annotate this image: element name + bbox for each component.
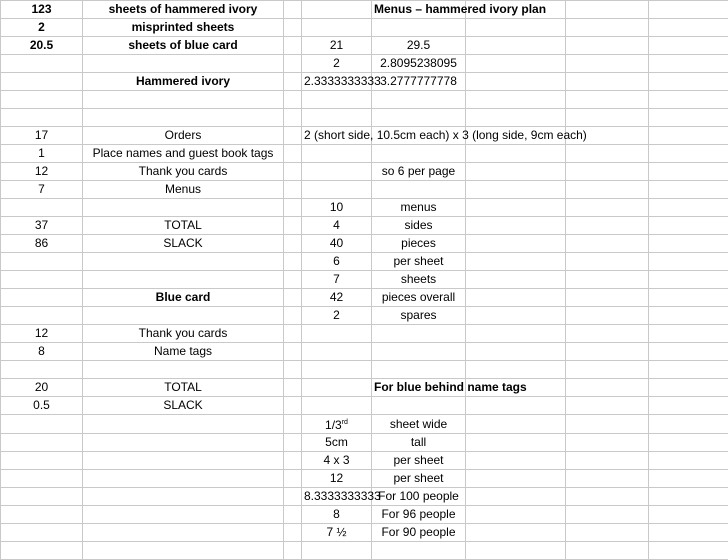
cell-b11[interactable]: Menus (83, 181, 284, 199)
cell-a12[interactable] (1, 199, 83, 217)
cell-c31[interactable] (284, 542, 302, 560)
table-row[interactable] (1, 325, 728, 343)
cell-a27[interactable] (1, 470, 83, 488)
cell-a18[interactable] (1, 307, 83, 325)
cell-g11[interactable] (566, 181, 649, 199)
cell-b9[interactable]: Place names and guest book tags (83, 145, 284, 163)
cell-b21[interactable] (83, 361, 284, 379)
cell-b10[interactable]: Thank you cards (83, 163, 284, 181)
cell-g14[interactable] (566, 235, 649, 253)
cell-a28[interactable] (1, 488, 83, 506)
cell-c8[interactable] (284, 127, 302, 145)
cell-f9[interactable] (466, 145, 566, 163)
cell-b30[interactable] (83, 524, 284, 542)
cell-e2[interactable] (372, 19, 466, 37)
table-row[interactable] (1, 271, 728, 289)
cell-b14[interactable]: SLACK (83, 235, 284, 253)
cell-b3[interactable]: sheets of blue card (83, 37, 284, 55)
cell-f28[interactable] (466, 488, 566, 506)
cell-h1[interactable] (649, 1, 728, 19)
cell-g25[interactable] (566, 434, 649, 452)
cell-e27[interactable]: per sheet (372, 470, 466, 488)
cell-b18[interactable] (83, 307, 284, 325)
cell-d13[interactable]: 4 (302, 217, 372, 235)
cell-c26[interactable] (284, 452, 302, 470)
cell-h13[interactable] (649, 217, 728, 235)
cell-h26[interactable] (649, 452, 728, 470)
cell-g19[interactable] (566, 325, 649, 343)
cell-c16[interactable] (284, 271, 302, 289)
cell-d22[interactable] (302, 379, 372, 397)
table-row[interactable] (1, 145, 728, 163)
cell-c1[interactable] (284, 1, 302, 19)
cell-c17[interactable] (284, 289, 302, 307)
ordinal-suffix: rd (342, 419, 348, 426)
cell-f25[interactable] (466, 434, 566, 452)
cell-h11[interactable] (649, 181, 728, 199)
cell-d15[interactable]: 6 (302, 253, 372, 271)
cell-e4[interactable]: 2.8095238095 (372, 55, 466, 73)
cell-g15[interactable] (566, 253, 649, 271)
cell-g20[interactable] (566, 343, 649, 361)
cell-g21[interactable] (566, 361, 649, 379)
table-row[interactable] (1, 199, 728, 217)
cell-b23[interactable]: SLACK (83, 397, 284, 415)
cell-a4[interactable] (1, 55, 83, 73)
cell-f30[interactable] (466, 524, 566, 542)
table-row[interactable] (1, 1, 728, 19)
cell-f17[interactable] (466, 289, 566, 307)
cell-d4[interactable]: 2 (302, 55, 372, 73)
cell-g9[interactable] (566, 145, 649, 163)
cell-g24[interactable] (566, 415, 649, 434)
cell-d2[interactable] (302, 19, 372, 37)
cell-b5[interactable]: Hammered ivory (83, 73, 284, 91)
cell-b13[interactable]: TOTAL (83, 217, 284, 235)
cell-h20[interactable] (649, 343, 728, 361)
cell-c7[interactable] (284, 109, 302, 127)
cell-a9[interactable]: 1 (1, 145, 83, 163)
table-row[interactable] (1, 235, 728, 253)
cell-h5[interactable] (649, 73, 728, 91)
cell-e11[interactable] (372, 181, 466, 199)
table-row[interactable] (1, 361, 728, 379)
cell-d14[interactable]: 40 (302, 235, 372, 253)
table-row[interactable] (1, 127, 728, 145)
table-row[interactable] (1, 163, 728, 181)
cell-a31[interactable] (1, 542, 83, 560)
cell-c11[interactable] (284, 181, 302, 199)
cell-c29[interactable] (284, 506, 302, 524)
cell-c13[interactable] (284, 217, 302, 235)
cell-e17[interactable]: pieces overall (372, 289, 466, 307)
cell-c6[interactable] (284, 91, 302, 109)
cell-h6[interactable] (649, 91, 728, 109)
cell-b26[interactable] (83, 452, 284, 470)
cell-e30[interactable]: For 90 people (372, 524, 466, 542)
cell-a23[interactable]: 0.5 (1, 397, 83, 415)
cell-d26[interactable]: 4 x 3 (302, 452, 372, 470)
cell-a22[interactable]: 20 (1, 379, 83, 397)
cell-c2[interactable] (284, 19, 302, 37)
cell-f21[interactable] (466, 361, 566, 379)
table-row[interactable] (1, 397, 728, 415)
cell-h18[interactable] (649, 307, 728, 325)
cell-a2[interactable]: 2 (1, 19, 83, 37)
cell-h4[interactable] (649, 55, 728, 73)
cell-b20[interactable]: Name tags (83, 343, 284, 361)
table-row[interactable] (1, 37, 728, 55)
cell-d21[interactable] (302, 361, 372, 379)
cell-e6[interactable] (372, 91, 466, 109)
cell-d29[interactable]: 8 (302, 506, 372, 524)
cell-h2[interactable] (649, 19, 728, 37)
cell-g10[interactable] (566, 163, 649, 181)
cell-h28[interactable] (649, 488, 728, 506)
cell-d6[interactable] (302, 91, 372, 109)
cell-e9[interactable] (372, 145, 466, 163)
cell-b19[interactable]: Thank you cards (83, 325, 284, 343)
cell-f11[interactable] (466, 181, 566, 199)
cell-f24[interactable] (466, 415, 566, 434)
cell-e31[interactable] (372, 542, 466, 560)
cell-d16[interactable]: 7 (302, 271, 372, 289)
cell-c4[interactable] (284, 55, 302, 73)
cell-g16[interactable] (566, 271, 649, 289)
cell-a6[interactable] (1, 91, 83, 109)
cell-e23[interactable] (372, 397, 466, 415)
cell-c18[interactable] (284, 307, 302, 325)
cell-g27[interactable] (566, 470, 649, 488)
cell-b31[interactable] (83, 542, 284, 560)
cell-g5[interactable] (566, 73, 649, 91)
cell-b27[interactable] (83, 470, 284, 488)
cell-c15[interactable] (284, 253, 302, 271)
cell-f15[interactable] (466, 253, 566, 271)
cell-e3[interactable]: 29.5 (372, 37, 466, 55)
cell-g28[interactable] (566, 488, 649, 506)
cell-d17[interactable]: 42 (302, 289, 372, 307)
cell-h15[interactable] (649, 253, 728, 271)
table-row[interactable] (1, 73, 728, 91)
cell-d3[interactable]: 21 (302, 37, 372, 55)
cell-f2[interactable] (466, 19, 566, 37)
table-row[interactable] (1, 217, 728, 235)
cell-h7[interactable] (649, 109, 728, 127)
cell-f27[interactable] (466, 470, 566, 488)
cell-f10[interactable] (466, 163, 566, 181)
cell-e14[interactable]: pieces (372, 235, 466, 253)
cell-h23[interactable] (649, 397, 728, 415)
cell-e21[interactable] (372, 361, 466, 379)
cell-e1[interactable] (372, 1, 466, 19)
cell-g17[interactable] (566, 289, 649, 307)
cell-a24[interactable] (1, 415, 83, 434)
cell-g18[interactable] (566, 307, 649, 325)
cell-c30[interactable] (284, 524, 302, 542)
cell-e16[interactable]: sheets (372, 271, 466, 289)
cell-f5[interactable] (466, 73, 566, 91)
cell-c14[interactable] (284, 235, 302, 253)
cell-c5[interactable] (284, 73, 302, 91)
cell-h29[interactable] (649, 506, 728, 524)
cell-b6[interactable] (83, 91, 284, 109)
cell-f7[interactable] (466, 109, 566, 127)
cell-h10[interactable] (649, 163, 728, 181)
table-row[interactable] (1, 470, 728, 488)
cell-h12[interactable] (649, 199, 728, 217)
cell-e20[interactable] (372, 343, 466, 361)
cell-f26[interactable] (466, 452, 566, 470)
cell-d8[interactable] (302, 127, 372, 145)
cell-b17[interactable]: Blue card (83, 289, 284, 307)
cell-b25[interactable] (83, 434, 284, 452)
cell-f23[interactable] (466, 397, 566, 415)
cell-g23[interactable] (566, 397, 649, 415)
cell-e10[interactable]: so 6 per page (372, 163, 466, 181)
cell-c23[interactable] (284, 397, 302, 415)
cell-g6[interactable] (566, 91, 649, 109)
cell-g12[interactable] (566, 199, 649, 217)
cell-c12[interactable] (284, 199, 302, 217)
cell-h22[interactable] (649, 379, 728, 397)
table-row[interactable] (1, 181, 728, 199)
cell-e13[interactable]: sides (372, 217, 466, 235)
cell-a15[interactable] (1, 253, 83, 271)
cell-a3[interactable]: 20.5 (1, 37, 83, 55)
cell-d7[interactable] (302, 109, 372, 127)
cell-c22[interactable] (284, 379, 302, 397)
cell-h21[interactable] (649, 361, 728, 379)
cell-g29[interactable] (566, 506, 649, 524)
cell-e5[interactable]: 3.2777777778 (372, 73, 466, 91)
cell-f16[interactable] (466, 271, 566, 289)
cell-a13[interactable]: 37 (1, 217, 83, 235)
cell-a19[interactable]: 12 (1, 325, 83, 343)
cell-h30[interactable] (649, 524, 728, 542)
cell-c28[interactable] (284, 488, 302, 506)
cell-g3[interactable] (566, 37, 649, 55)
cell-a29[interactable] (1, 506, 83, 524)
cell-e26[interactable]: per sheet (372, 452, 466, 470)
cell-b24[interactable] (83, 415, 284, 434)
cell-d24[interactable] (302, 415, 372, 434)
cell-h14[interactable] (649, 235, 728, 253)
cell-d31[interactable] (302, 542, 372, 560)
cell-d11[interactable] (302, 181, 372, 199)
cell-c3[interactable] (284, 37, 302, 55)
cell-g13[interactable] (566, 217, 649, 235)
cell-d25[interactable]: 5cm (302, 434, 372, 452)
cell-g7[interactable] (566, 109, 649, 127)
table-row[interactable] (1, 343, 728, 361)
table-row[interactable] (1, 253, 728, 271)
cell-f14[interactable] (466, 235, 566, 253)
table-row[interactable] (1, 506, 728, 524)
cell-f18[interactable] (466, 307, 566, 325)
cell-d18[interactable]: 2 (302, 307, 372, 325)
cell-a21[interactable] (1, 361, 83, 379)
cell-c21[interactable] (284, 361, 302, 379)
table-row[interactable] (1, 289, 728, 307)
cell-f12[interactable] (466, 199, 566, 217)
cell-g30[interactable] (566, 524, 649, 542)
cell-d12[interactable]: 10 (302, 199, 372, 217)
cell-c10[interactable] (284, 163, 302, 181)
cell-a11[interactable]: 7 (1, 181, 83, 199)
table-row[interactable] (1, 55, 728, 73)
cell-e15[interactable]: per sheet (372, 253, 466, 271)
table-row[interactable] (1, 452, 728, 470)
cell-a17[interactable] (1, 289, 83, 307)
table-row[interactable] (1, 488, 728, 506)
cell-d10[interactable] (302, 163, 372, 181)
cell-a25[interactable] (1, 434, 83, 452)
cell-h31[interactable] (649, 542, 728, 560)
cell-a14[interactable]: 86 (1, 235, 83, 253)
cell-b12[interactable] (83, 199, 284, 217)
cell-a5[interactable] (1, 73, 83, 91)
cell-e22[interactable]: For blue behind name tags (372, 379, 466, 397)
cell-e28[interactable]: For 100 people (372, 488, 466, 506)
cell-d23[interactable] (302, 397, 372, 415)
table-row[interactable] (1, 542, 728, 560)
cell-g1[interactable] (566, 1, 649, 19)
cell-c27[interactable] (284, 470, 302, 488)
cell-h8[interactable] (649, 127, 728, 145)
cell-a16[interactable] (1, 271, 83, 289)
cell-e24[interactable]: sheet wide (372, 415, 466, 434)
cell-f6[interactable] (466, 91, 566, 109)
cell-d20[interactable] (302, 343, 372, 361)
cell-a8[interactable]: 17 (1, 127, 83, 145)
cell-b1[interactable]: sheets of hammered ivory (83, 1, 284, 19)
table-row[interactable] (1, 91, 728, 109)
cell-h17[interactable] (649, 289, 728, 307)
table-row[interactable] (1, 434, 728, 452)
cell-g4[interactable] (566, 55, 649, 73)
cell-a20[interactable]: 8 (1, 343, 83, 361)
cell-e12[interactable]: menus (372, 199, 466, 217)
cell-b2[interactable]: misprinted sheets (83, 19, 284, 37)
cell-a26[interactable] (1, 452, 83, 470)
cell-c9[interactable] (284, 145, 302, 163)
cell-e25[interactable]: tall (372, 434, 466, 452)
cell-b15[interactable] (83, 253, 284, 271)
cell-c25[interactable] (284, 434, 302, 452)
cell-b7[interactable] (83, 109, 284, 127)
cell-g26[interactable] (566, 452, 649, 470)
cell-c19[interactable] (284, 325, 302, 343)
cell-e18[interactable]: spares (372, 307, 466, 325)
table-row[interactable] (1, 379, 728, 397)
cell-d9[interactable] (302, 145, 372, 163)
cell-a10[interactable]: 12 (1, 163, 83, 181)
cell-d5[interactable]: 2.3333333333 (302, 73, 372, 91)
cell-d27[interactable]: 12 (302, 470, 372, 488)
cell-b28[interactable] (83, 488, 284, 506)
cell-d19[interactable] (302, 325, 372, 343)
cell-f19[interactable] (466, 325, 566, 343)
table-row[interactable] (1, 19, 728, 37)
cell-f29[interactable] (466, 506, 566, 524)
cell-c20[interactable] (284, 343, 302, 361)
cell-b8[interactable]: Orders (83, 127, 284, 145)
cell-g22[interactable] (566, 379, 649, 397)
cell-c24[interactable] (284, 415, 302, 434)
menu-cut-note: 2 (short side, 10.5cm each) x 3 (long side, 9cm each) (304, 127, 587, 144)
cell-h16[interactable] (649, 271, 728, 289)
cell-a30[interactable] (1, 524, 83, 542)
cell-b16[interactable] (83, 271, 284, 289)
cell-b22[interactable]: TOTAL (83, 379, 284, 397)
cell-h3[interactable] (649, 37, 728, 55)
cell-e29[interactable]: For 96 people (372, 506, 466, 524)
table-row[interactable] (1, 524, 728, 542)
cell-h19[interactable] (649, 325, 728, 343)
fraction-value: 1/3 (325, 418, 342, 432)
cell-d30[interactable]: 7 ½ (302, 524, 372, 542)
cell-a7[interactable] (1, 109, 83, 127)
cell-f3[interactable] (466, 37, 566, 55)
plan-title: Menus – hammered ivory plan (374, 1, 546, 18)
cell-d1[interactable] (302, 1, 372, 19)
table-row[interactable] (1, 415, 728, 434)
table-row[interactable] (1, 307, 728, 325)
table-row[interactable] (1, 109, 728, 127)
cell-h25[interactable] (649, 434, 728, 452)
cell-d28[interactable]: 8.3333333333 (302, 488, 372, 506)
cell-a1[interactable]: 123 (1, 1, 83, 19)
cell-f4[interactable] (466, 55, 566, 73)
cell-b29[interactable] (83, 506, 284, 524)
cell-g31[interactable] (566, 542, 649, 560)
cell-e7[interactable] (372, 109, 466, 127)
cell-b4[interactable] (83, 55, 284, 73)
cell-e19[interactable] (372, 325, 466, 343)
cell-h27[interactable] (649, 470, 728, 488)
cell-f20[interactable] (466, 343, 566, 361)
cell-h24[interactable] (649, 415, 728, 434)
cell-f13[interactable] (466, 217, 566, 235)
cell-h9[interactable] (649, 145, 728, 163)
cell-f31[interactable] (466, 542, 566, 560)
cell-g2[interactable] (566, 19, 649, 37)
